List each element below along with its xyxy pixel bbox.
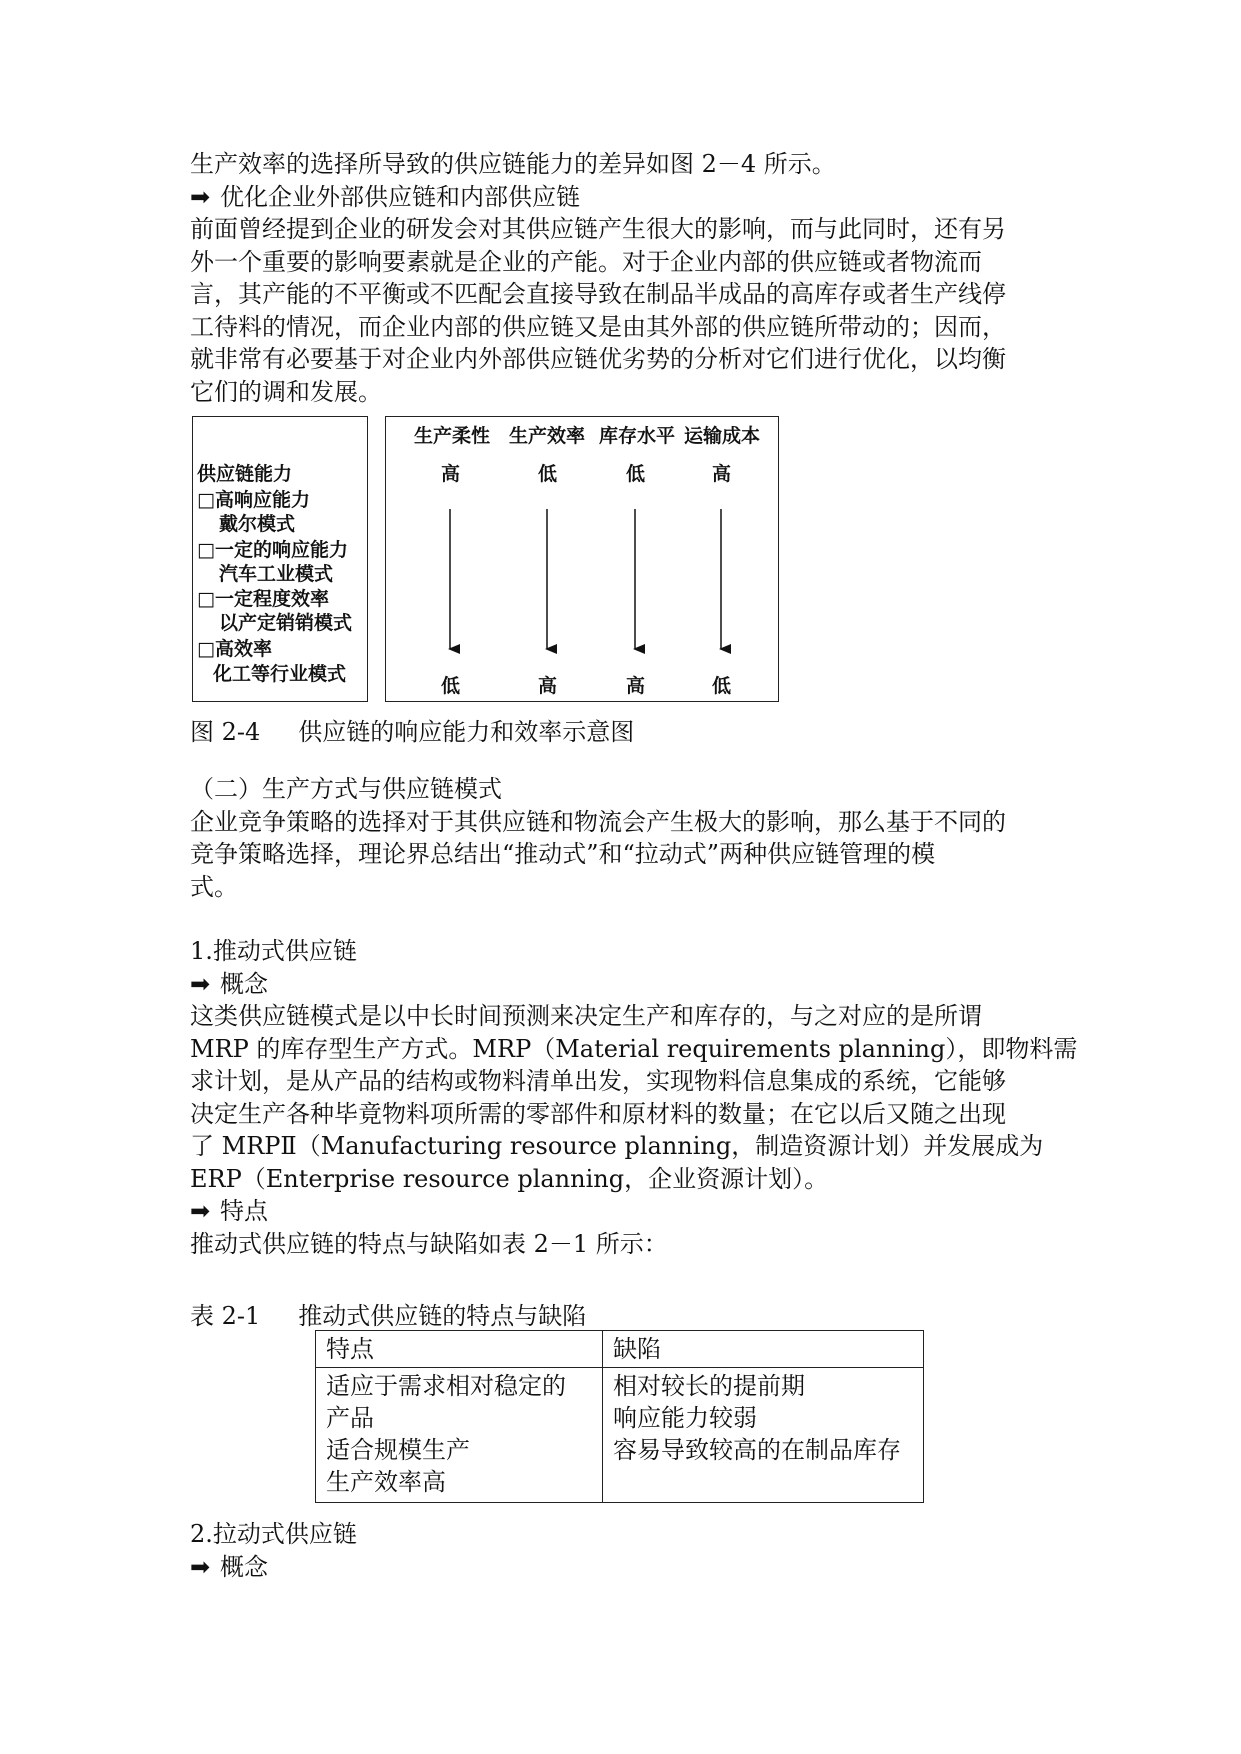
subsection-heading: 1.推动式供应链 [190,937,357,965]
paragraph-line: 求计划，是从产品的结构或物料清单出发，实现物料信息集成的系统，它能够 [190,1067,1006,1095]
paragraph-line: 企业竞争策略的选择对于其供应链和物流会产生极大的影响，那么基于不同的 [190,807,1006,836]
trade-off-box [385,416,779,702]
paragraph-line: 它们的调和发展。 [190,377,382,406]
paragraph-line: 推动式供应链的特点与缺陷如表 2－1 所示： [190,1229,668,1258]
arrows-layer [386,417,778,701]
paragraph-line: 这类供应链模式是以中长时间预测来决定生产和库存的，与之对应的是所谓 [190,1002,982,1030]
paragraph-line: 前面曾经提到企业的研发会对其供应链产生很大的影响，而与此同时，还有另 [190,215,1006,243]
paragraph-line: 竞争策略选择，理论界总结出“推动式”和“拉动式”两种供应链管理的模 [190,840,936,868]
paragraph-line: ERP（Enterprise resource planning，企业资源计划）。 [190,1164,829,1193]
column-bottom-value: 高 [538,675,558,697]
column-bottom-value: 低 [441,675,461,697]
capability-item-sub: 汽车工业模式 [219,563,334,585]
table-caption [190,1296,586,1331]
bullet-item: ➡ 概念 [190,1551,1060,1584]
column-header: 运输成本 [684,425,761,447]
paragraph-line: 言，其产能的不平衡或不匹配会直接导致在制品半成品的高库存或者生产线停 [190,280,1006,308]
features-table [315,1330,924,1503]
paragraph-line: 外一个重要的影响要素就是企业的产能。对于企业内部的供应链或者物流而 [190,247,982,276]
column-header: 生产柔性 [414,425,491,447]
column-top-value: 高 [441,463,461,485]
table-cell-defects: 相对较长的提前期 响应能力较弱 容易导致较高的在制品库存 [603,1368,924,1503]
figure-caption [190,712,634,747]
table-header-cell: 缺陷 [603,1331,924,1368]
document-body-3 [190,1518,1060,1583]
table-row [316,1368,924,1503]
figure-supply-chain-capability [190,414,780,706]
capability-item: □一定程度效率 [197,588,329,610]
bullet-item [190,181,1060,214]
column-header: 库存水平 [599,425,676,447]
arrow-right-icon: ➡ [190,1552,211,1581]
table-header-cell: 特点 [316,1331,603,1368]
arrow-right-icon: ➡ [190,182,211,211]
checkbox-icon: □ [197,489,215,511]
column-header: 生产效率 [509,425,586,447]
bullet-item: ➡ 概念 [190,968,1060,1001]
table-header-row [316,1331,924,1368]
figure-title: 供应链的响应能力和效率示意图 [298,718,635,746]
column-top-value: 高 [712,463,732,485]
column-bottom-value: 高 [626,675,646,697]
capability-item-sub: 以产定销销模式 [219,612,353,634]
paragraph-line: MRP 的库存型生产方式。MRP（Material requirements planning），即物料需 [190,1034,1078,1063]
arrow-right-icon: ➡ [190,1197,211,1225]
capability-box [192,416,368,702]
bullet-text: 优化企业外部供应链和内部供应链 [220,182,580,211]
document-body [190,148,1060,408]
table-title: 推动式供应链的特点与缺陷 [298,1302,587,1330]
bullet-item: ➡ 特点 [190,1195,1060,1228]
capability-title: 供应链能力 [197,463,293,485]
paragraph-line: 了 MRPⅡ（Manufacturing resource planning，制造资源计划）并发展成为 [190,1132,1044,1160]
capability-item: □高效率 [197,638,272,660]
checkbox-icon: □ [197,588,215,610]
column-top-value: 低 [538,463,558,485]
paragraph-line: 就非常有必要基于对企业内外部供应链优劣势的分析对它们进行优化，以均衡 [190,345,1006,373]
paragraph-line: 式。 [190,872,238,901]
capability-item: □一定的响应能力 [197,539,348,561]
column-bottom-value: 低 [712,675,732,697]
section-heading: （二）生产方式与供应链模式 [190,775,502,803]
figure-number: 图 2-4 [190,718,261,746]
table-cell-features: 适应于需求相对稳定的 产品 适合规模生产 生产效率高 [316,1368,603,1503]
paragraph-line: 决定生产各种毕竟物料项所需的零部件和原材料的数量；在它以后又随之出现 [190,1099,1006,1128]
capability-item-sub: 化工等行业模式 [213,663,347,685]
subsection-heading: 2.拉动式供应链 [190,1520,357,1548]
arrow-right-icon: ➡ [190,969,211,998]
text-line: 生产效率的选择所导致的供应链能力的差异如图 2－4 所示。 [190,150,836,178]
column-top-value: 低 [626,463,646,485]
checkbox-icon: □ [197,539,215,561]
capability-item-sub: 戴尔模式 [219,513,296,535]
document-body-2 [190,773,1078,1260]
paragraph-line: 工待料的情况，而企业内部的供应链又是由其外部的供应链所带动的；因而， [190,312,1006,341]
checkbox-icon: □ [197,638,215,660]
capability-item: □高响应能力 [197,489,310,511]
table-number: 表 2-1 [190,1302,261,1330]
